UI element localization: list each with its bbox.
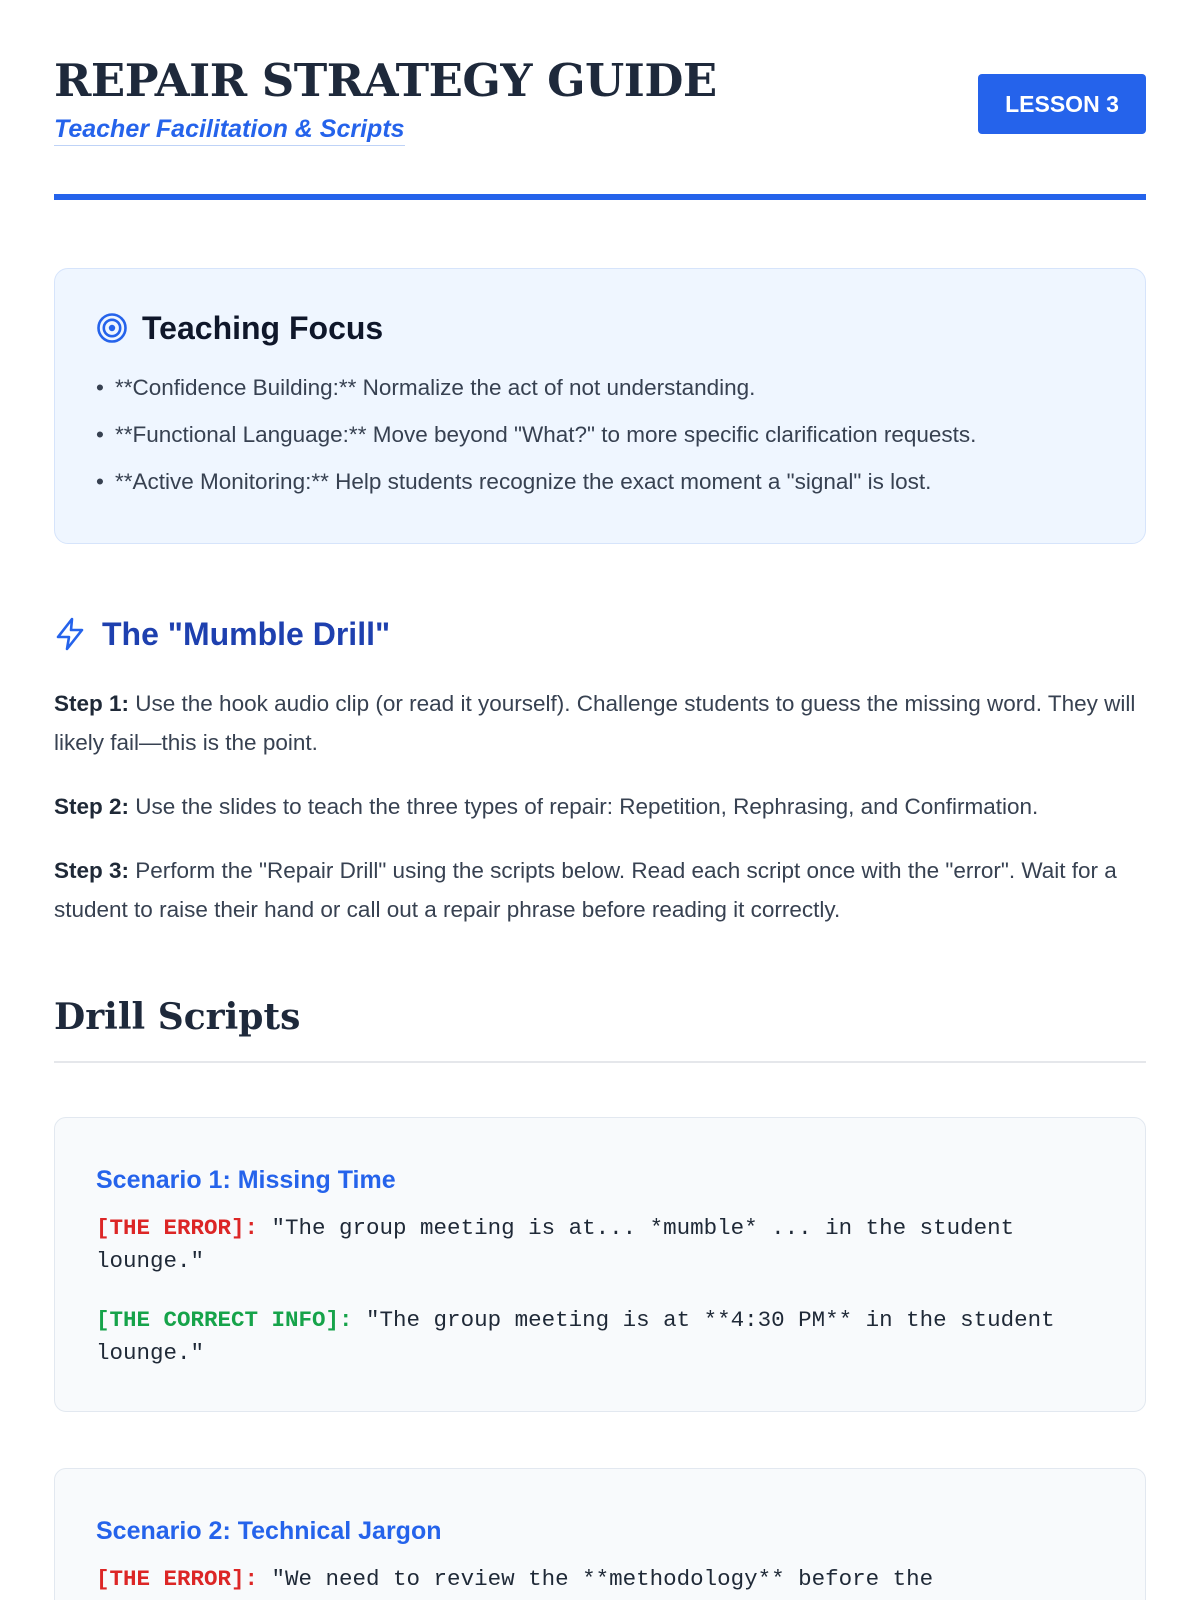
- list-item: • **Functional Language:** Move beyond "What?" to more specific clarification requests.: [96, 422, 977, 447]
- step-3: [54, 851, 1160, 929]
- error-line: [96, 1563, 1104, 1596]
- step-label: Step 1:: [54, 691, 130, 716]
- drill-scripts-title: Drill Scripts: [54, 996, 301, 1038]
- page-subtitle: Teacher Facilitation & Scripts: [54, 114, 405, 146]
- drill-steps: [54, 684, 1160, 954]
- page-title: REPAIR STRATEGY GUIDE: [54, 54, 717, 107]
- error-text: "The group meeting is at... *mumble* ... in the student lounge.": [96, 1215, 1015, 1274]
- scenario-card-1: [54, 1117, 1146, 1412]
- lesson-badge: LESSON 3: [978, 74, 1146, 134]
- list-item: • **Confidence Building:** Normalize the act of not understanding.: [96, 375, 756, 400]
- teaching-focus-title: Teaching Focus: [142, 309, 384, 346]
- correct-line: [96, 1304, 1104, 1370]
- error-label: [THE ERROR]:: [96, 1215, 259, 1241]
- target-icon: [96, 312, 128, 344]
- error-line: [96, 1212, 1104, 1278]
- mumble-drill-header: [54, 614, 390, 654]
- mumble-drill-title: The "Mumble Drill": [102, 615, 391, 652]
- bullet-text: **Functional Language:** Move beyond "What?" to more specific clarification requests.: [115, 422, 977, 447]
- error-label: [THE ERROR]:: [96, 1566, 259, 1592]
- scenario-title: Scenario 2: Technical Jargon: [96, 1517, 442, 1545]
- step-text: Perform the "Repair Drill" using the scripts below. Read each script once with the "error". Wait for a student to raise their hand or call out a repair phrase before reading it correctly.: [54, 858, 1117, 922]
- step-text: Use the hook audio clip (or read it yourself). Challenge students to guess the missing word. They will likely fail—this is the point.: [54, 691, 1136, 755]
- step-1: [54, 684, 1160, 762]
- bullet-text: **Confidence Building:** Normalize the act of not understanding.: [115, 375, 756, 400]
- step-label: Step 2:: [54, 794, 130, 819]
- step-2: [54, 787, 1160, 826]
- lightning-icon: [54, 617, 86, 651]
- scenario-title: Scenario 1: Missing Time: [96, 1166, 396, 1194]
- teaching-focus-header: [96, 309, 1104, 347]
- bullet-text: **Active Monitoring:** Help students recognize the exact moment a "signal" is lost.: [115, 469, 932, 494]
- step-text: Use the slides to teach the three types of repair: Repetition, Rephrasing, and Confirmation.: [129, 794, 1039, 819]
- header: [54, 54, 1146, 200]
- header-divider: [54, 194, 1146, 200]
- correct-text: "The group meeting is at **4:30 PM** in the student lounge.": [96, 1307, 1055, 1366]
- list-item: • **Active Monitoring:** Help students recognize the exact moment a "signal" is lost.: [96, 469, 932, 494]
- scenario-card-2: [54, 1468, 1146, 1600]
- teaching-focus-list: [96, 364, 1104, 505]
- correct-label: [THE CORRECT INFO]:: [96, 1307, 353, 1333]
- teaching-focus-box: [54, 268, 1146, 544]
- step-label: Step 3:: [54, 858, 130, 883]
- error-text: "We need to review the **methodology** before the: [258, 1566, 934, 1592]
- section-divider: [54, 1061, 1146, 1063]
